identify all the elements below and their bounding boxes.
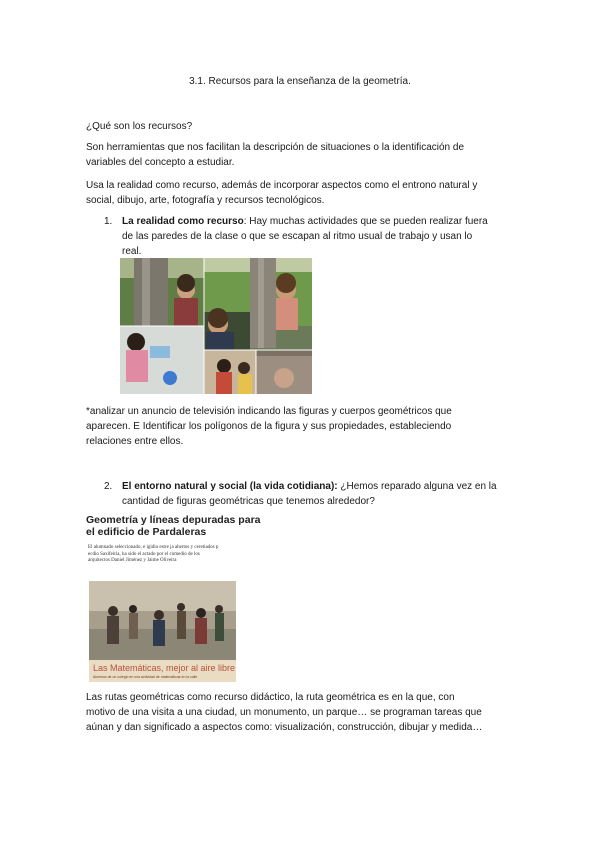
list-number: 2.: [104, 481, 113, 492]
definition-line: variables del concepto a estudiar.: [86, 157, 235, 168]
clipping-caption: Las Matemáticas, mejor al aire libre: [93, 663, 236, 673]
item1-line: real.: [122, 246, 142, 257]
clipping-caption-band: [89, 660, 236, 682]
clipping-body: [88, 545, 258, 565]
clipping-body-line: El alumnado seleccionado, e igidio estre ja ahertos y ceretiados p: [88, 545, 219, 550]
item1-heading: La realidad como recurso: [122, 216, 244, 227]
definition-line: Son herramientas que nos facilitan la descripción de situaciones o la identificación de: [86, 142, 465, 153]
section-title: 3.1. Recursos para la enseñanza de la geometría.: [189, 76, 411, 87]
item1-first-line: [122, 214, 488, 230]
children-trees-photo-collage: [120, 258, 312, 394]
item2-heading: El entorno natural y social (la vida cotidiana):: [122, 481, 338, 492]
closing-line: Las rutas geométricas como recurso didáctico, la ruta geométrica es en la que, con: [86, 692, 455, 703]
closing-line: motivo de una visita a una ciudad, un monumento, un parque… se programan tareas que: [86, 707, 482, 718]
newspaper-photo: [89, 581, 236, 682]
clipping-caption-subtext: Alumnos de un colegio en una actividad de matemáticas en la calle: [93, 675, 198, 679]
item2-line: cantidad de figuras geométricas que tenemos alrededor?: [122, 496, 375, 507]
item2-first-line: [122, 479, 497, 495]
list-number: 1.: [104, 216, 113, 227]
note-line: aparecen. E Identificar los polígonos de la figura y sus propiedades, estableciendo: [86, 421, 452, 432]
closing-line: aúnan y dan significado a aspectos como: visualización, construcción, dibujar y medida…: [86, 722, 483, 733]
item1-line: de las paredes de la clase o que se escapan al ritmo usual de trabajo y usan lo: [122, 231, 473, 242]
question-text: ¿Qué son los recursos?: [86, 121, 193, 132]
intro-line: social, dibujo, arte, fotografía y recursos tecnológicos.: [86, 195, 325, 206]
intro-line: Usa la realidad como recurso, además de incorporar aspectos como el entrono natural y: [86, 180, 478, 191]
item2-text: ¿Hemos reparado alguna vez en la: [337, 481, 497, 492]
clipping-body-line: ecdio Saxifeiria, ha sido el actado por el comedio de los: [88, 551, 200, 557]
clipping-body-line: arquitectos Daniel Jiménez y Jaime Oliveira: [88, 558, 177, 563]
note-line: relaciones entre ellos.: [86, 436, 184, 447]
clipping-headline: [86, 514, 276, 538]
clipping-headline-line: Geometría y líneas depuradas para: [86, 514, 261, 526]
clipping-headline-line: el edificio de Pardaleras: [86, 526, 207, 538]
note-line: *analizar un anuncio de televisión indicando las figuras y cuerpos geométricos que: [86, 406, 452, 417]
item1-text: : Hay muchas actividades que se pueden realizar fuera: [243, 216, 488, 227]
